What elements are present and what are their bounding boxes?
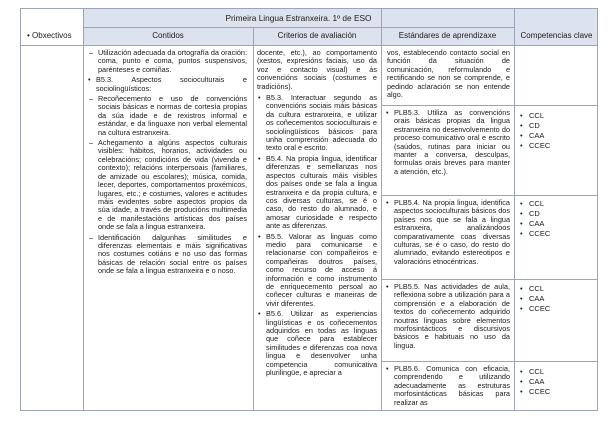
title-divider <box>83 27 514 28</box>
contents-item: – Achegamento a algúns aspectos culturais visibles: hábitos, horarios, actividades ou celebracións; condicións de vida (vivenda e contexto); relacións interpersoais (familiares, de amizade ou escolares); música, comida, lecer, deportes, comportamentos proxémicos, lugares, etc.; e costumes, valores e actitudes máis evidentes sobre aspectos propios da súa idade, a través de producións multimedia e de manifestacións artísticas dos países onde se fala a lingua estranxeira. <box>87 139 247 231</box>
header-divider <box>21 45 598 46</box>
standards-cell: vos, establecendo contacto social en función da situación de comunicación, reformulando e rectificando se non se comprende, e pedindo aclaración se non entende algo. <box>387 49 510 100</box>
standards-cell <box>385 199 510 277</box>
competence-item: • CD <box>520 121 550 131</box>
competence-item: • CCEC <box>520 387 550 397</box>
objectives-header: • Obxectivos <box>27 31 72 40</box>
table-title: Primeira Lingua Estranxeira. 1º de ESO <box>225 13 372 23</box>
competence-item: • CCEC <box>520 141 550 151</box>
contents-cell <box>87 49 247 411</box>
competence-item: • CAA <box>520 294 550 304</box>
row-divider <box>381 279 598 280</box>
curriculum-table <box>20 8 598 411</box>
column-divider <box>253 27 254 410</box>
competence-item: • CCEC <box>520 304 550 314</box>
row-divider <box>381 361 598 362</box>
competences-list <box>520 284 550 314</box>
criteria-header: Criterios de avaliación <box>277 31 357 40</box>
criteria-item: • B5.4. Na propia lingua, identificar diferenzas e semellanzas nos aspectos culturais máis visibles dos países onde se fala a lingua estranxeira e da propia cultura, e cos diversas culturas, se é o caso, do resto do alumnado, e amosar curiosidade e respecto ante as diferenzas. <box>257 155 377 231</box>
contents-item: – Recoñecemento e uso de convencións sociais básicas e normas de cortesía propias da súa idade e de rexistros informal e estándar, e da linguaxe non verbal elemental na cultura estranxeira. <box>87 95 247 137</box>
criteria-text: docente, etc.), ao comportamento (xestos, expresións faciais, uso da voz e contacto visual) e ás convencións sociais (costumes e tradicións). <box>257 49 377 91</box>
contents-item: – Identificación dalgunhas similitudes e diferenzas elementais e máis significativas nos costumes cotiáns e no uso das formas básicas de relación social entre os países onde se fala a lingua estranxeira e o noso. <box>87 234 247 276</box>
criteria-item: • B5.5. Valorar as linguas como medio para comunicarse e relacionarse con compañeiros e compañeiras doutros países, como recurso de acceso á información e como instrumento de enriquecemento persoal ao coñecer culturas e maneiras de vivir diferentes. <box>257 233 377 309</box>
competence-item: • CAA <box>520 219 550 229</box>
contents-block-ref: • B5.3. Aspectos socioculturais e sociolingüísticos: <box>87 76 247 93</box>
standards-cell <box>385 109 510 193</box>
column-divider <box>381 9 382 410</box>
column-divider <box>514 9 515 410</box>
row-divider <box>381 105 598 106</box>
competence-item: • CD <box>520 209 550 219</box>
competence-item: • CCL <box>520 367 550 377</box>
competence-item: • CAA <box>520 377 550 387</box>
contents-item: – Utilización adecuada da ortografía da oración: coma, punto e coma, puntos suspensivos, parénteses e comiñas. <box>87 49 247 74</box>
standard-item: • PLB5.4. Na propia lingua, identifica aspectos socioculturais básicos dos países nos que se fala a lingua estranxeira, analizándoos comparativamente coas diversas culturas, se é o caso, do resto do alumnado, evitando estereotipos e valoracións etnocéntricas. <box>385 199 510 266</box>
competences-list <box>520 199 550 239</box>
competences-list <box>520 367 550 397</box>
contents-header: Contidos <box>152 31 184 40</box>
standards-cell <box>385 283 510 359</box>
competences-header: Competencias clave <box>520 31 593 40</box>
column-divider <box>83 9 84 410</box>
criteria-item: • B5.6. Utilizar as experiencias lingüísticas e os coñecementos adquiridos en todas as linguas que coñece para establecer similitudes e diferenzas coa nova lingua e desenvolver unha competencia comunicativa plurilingüe, e apreciar a <box>257 310 377 377</box>
criteria-item: • B5.3. Interactuar segundo as convencións sociais máis básicas da cultura estranxeira, e utilizar os coñecementos socioculturais e sociolingüísticos básicos para unha comprensión adecuada do texto oral e escrito. <box>257 94 377 153</box>
standards-cell <box>385 365 510 411</box>
competences-list <box>520 111 550 151</box>
competence-item: • CAA <box>520 131 550 141</box>
standard-item: • PLB5.6. Comunica con eficacia, comprendendo e utilizando adecuadamente as estruturas morfosintácticas básicas para realizar as <box>385 365 510 407</box>
competence-item: • CCL <box>520 111 550 121</box>
competence-item: • CCL <box>520 199 550 209</box>
competence-item: • CCL <box>520 284 550 294</box>
standard-item: • PLB5.5. Nas actividades de aula, reflexiona sobre a utilización para a comprensión e a elaboración de textos do coñecemento adquirido noutras linguas sobre elementos morfosintácticos e discursivos básicos e habituais no uso da lingua. <box>385 283 510 350</box>
standard-item: • PLB5.3. Utiliza as convencións orais básicas propias da lingua estranxeira no desenvolvemento do proceso comunicativo oral e escrito (saúdos, rutinas para iniciar ou manter a conversa, desculpas, formulas orais breves para manter a atención, etc.). <box>385 109 510 176</box>
row-divider <box>381 195 598 196</box>
criteria-cell <box>257 49 377 411</box>
standards-header: Estándares de aprendizaxe <box>398 31 497 40</box>
competence-item: • CCEC <box>520 229 550 239</box>
